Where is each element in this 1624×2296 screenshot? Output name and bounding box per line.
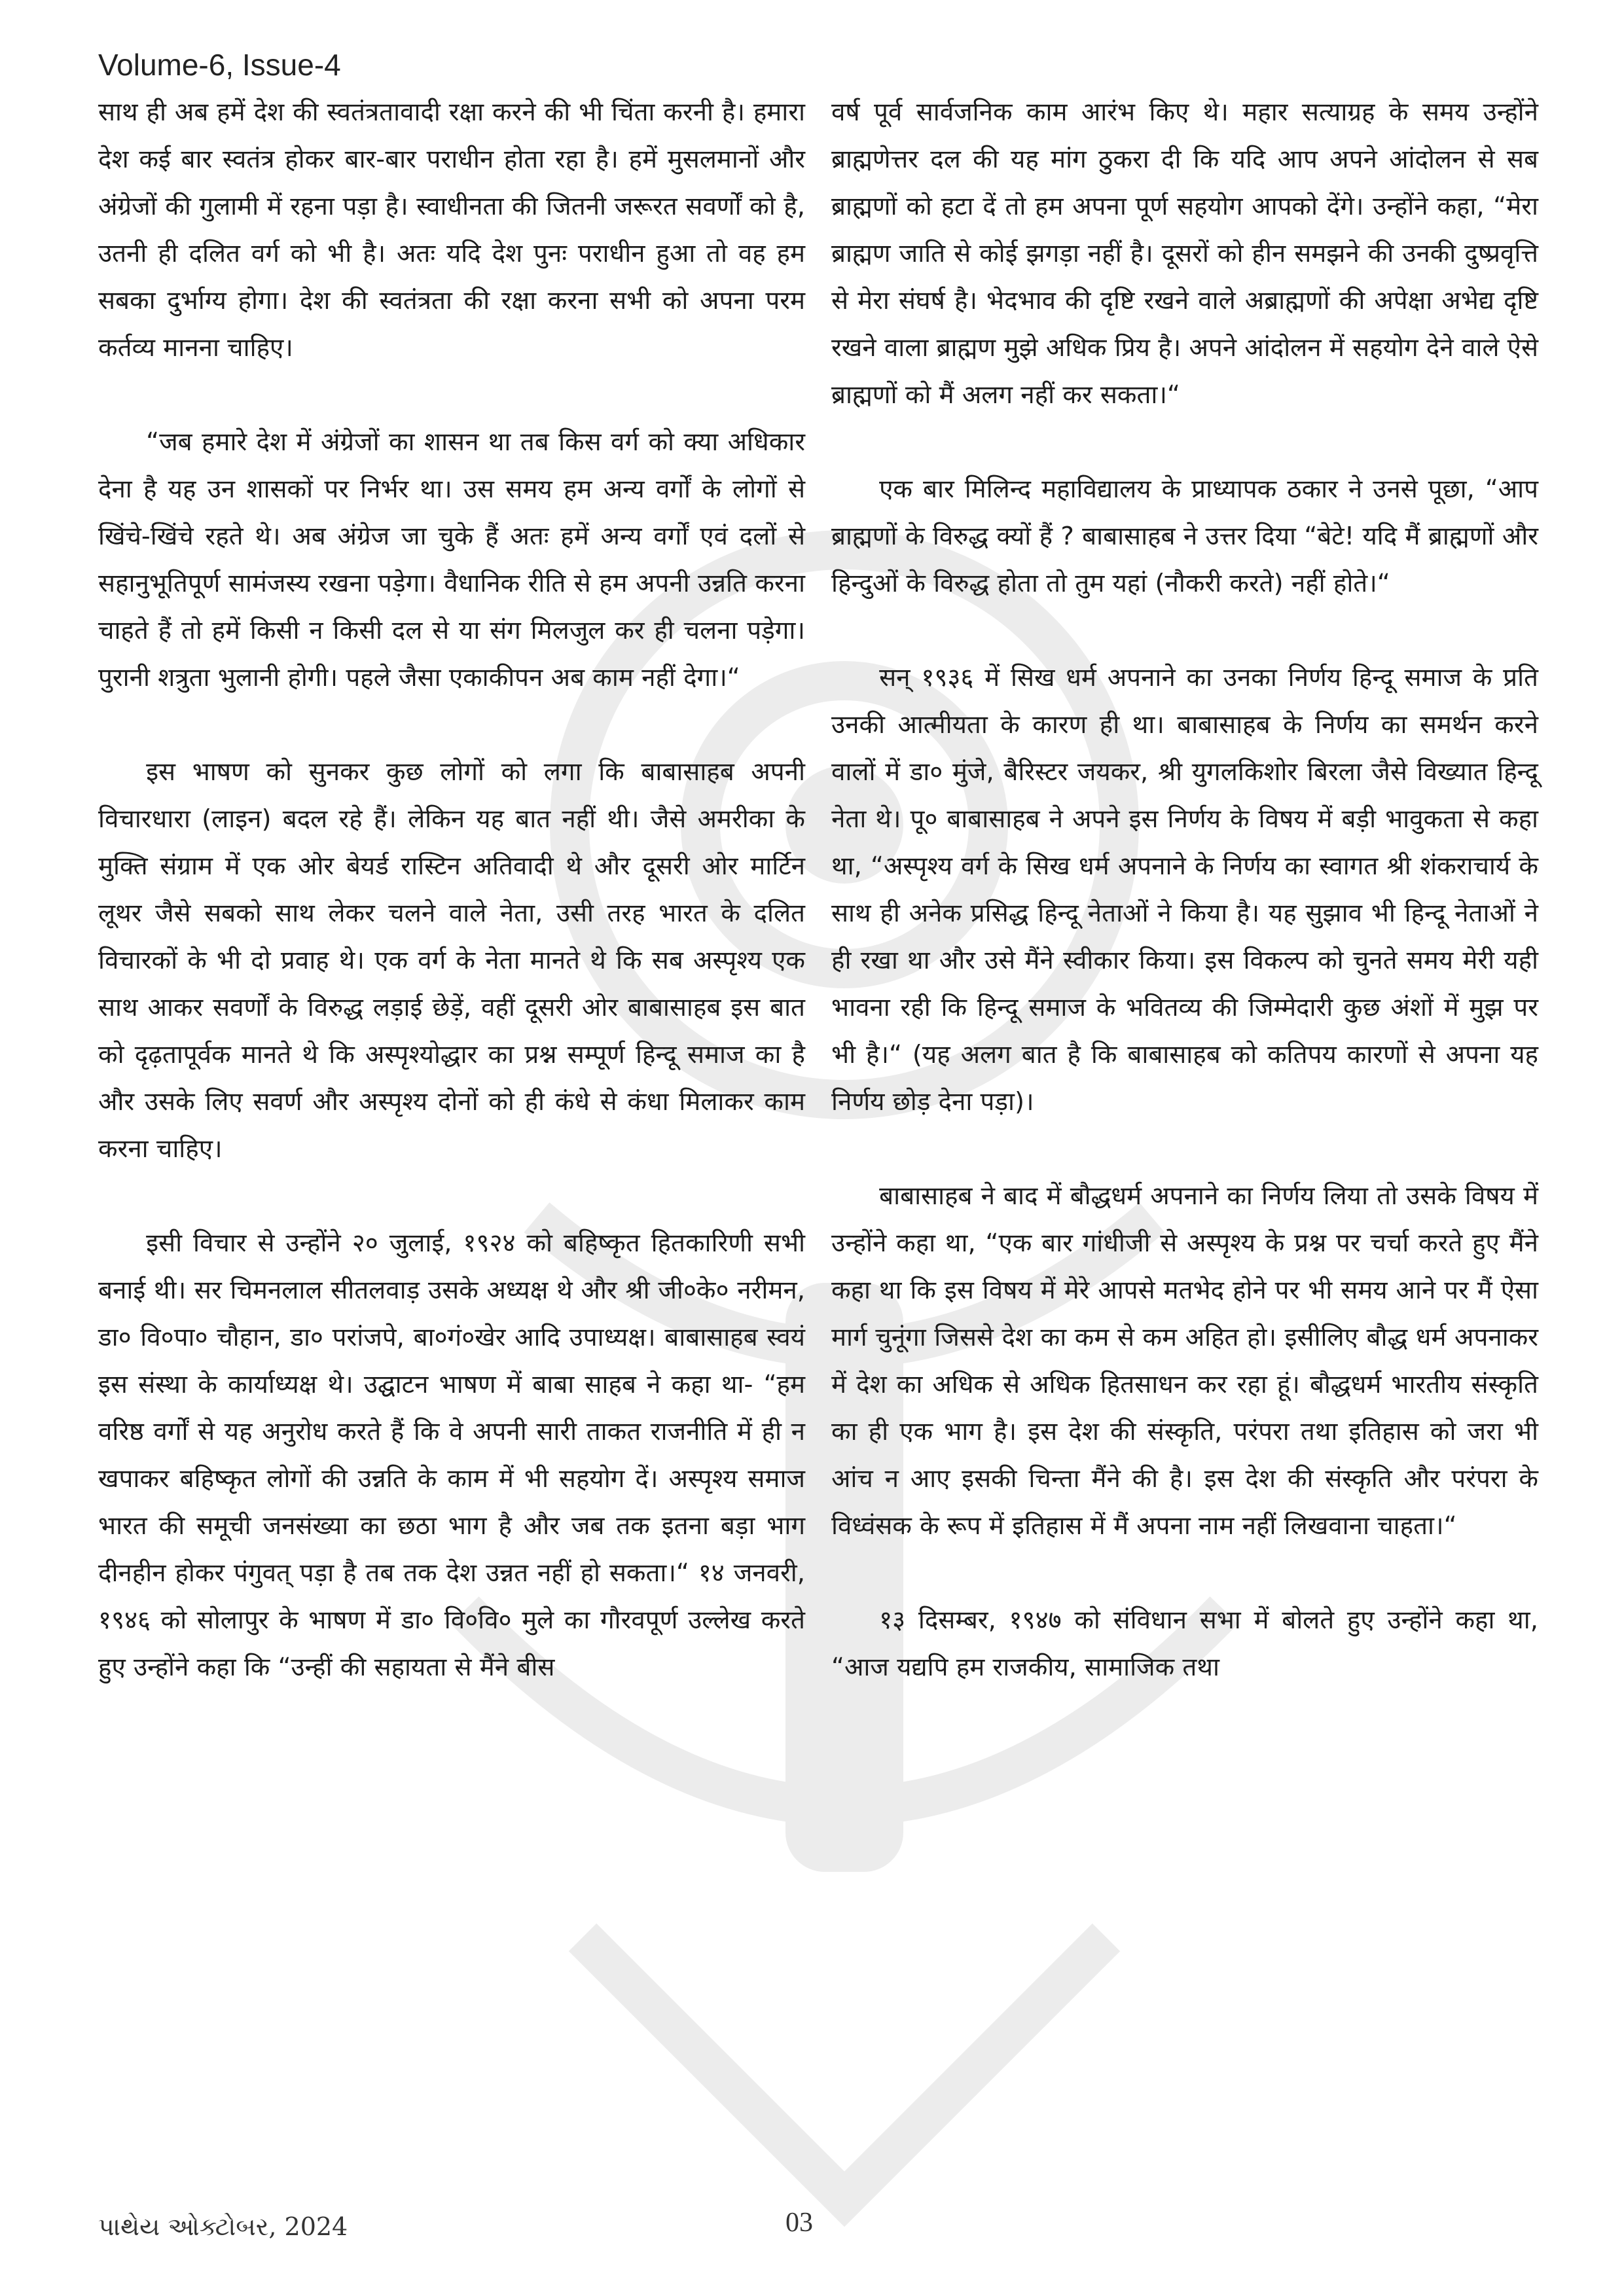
paragraph: इस भाषण को सुनकर कुछ लोगों को लगा कि बाबासाहब अपनी विचारधारा (लाइन) बदल रहे हैं। लेकिन यह बात नहीं थी। जैसे अमरीका के मुक्ति संग्राम में एक ओर बेयर्ड रास्टिन अतिवादी थे और दूसरी ओर मार्टिन लूथर जैसे सबको साथ लेकर चलने वाले नेता, उसी तरह भारत के दलित विचारकों के भी दो प्रवाह थे। एक वर्ग के नेता मानते थे कि सब अस्पृश्य एक साथ आकर सवर्णों के विरुद्ध लड़ाई छेड़ें, वहीं दूसरी ओर बाबासाहब इस बात को दृढ़तापूर्वक मानते थे कि अस्पृश्योद्धार का प्रश्न सम्पूर्ण हिन्दू समाज का है और उसके लिए सवर्ण और अस्पृश्य दोनों को ही कंधे से कंधा मिलाकर काम करना चाहिए। [98,757,805,1164]
paragraph: “जब हमारे देश में अंग्रेजों का शासन था तब किस वर्ग को क्या अधिकार देना है यह उन शासकों पर निर्भर था। उस समय हम अन्य वर्गों के लोगों से खिंचे-खिंचे रहते थे। अब अंग्रेज जा चुके हैं अतः हमें अन्य वर्गों एवं दलों से सहानुभूतिपूर्ण सामंजस्य रखना पड़ेगा। वैधानिक रीति से हम अपनी उन्नति करना चाहते हैं तो हमें किसी न किसी दल से या संग मिलजुल कर ही चलना पड़ेगा। पुरानी शत्रुता भुलानी होगी। पहले जैसा एकाकीपन अब काम नहीं देगा।“ [98,427,805,692]
paragraph: सन् १९३६ में सिख धर्म अपनाने का उनका निर्णय हिन्दू समाज के प्रति उनकी आत्मीयता के कारण ही था। बाबासाहब के निर्णय का समर्थन करने वालों में डा० मुंजे, बैरिस्टर जयकर, श्री युगलकिशोर बिरला जैसे विख्यात हिन्दू नेता थे। पू० बाबासाहब ने अपने इस निर्णय के विषय में बड़ी भावुकता से कहा था, “अस्पृश्य वर्ग के सिख धर्म अपनाने के निर्णय का स्वागत श्री शंकराचार्य के साथ ही अनेक प्रसिद्ध हिन्दू नेताओं ने किया है। यह सुझाव भी हिन्दू नेताओं ने ही रखा था और उसे मैंने स्वीकार किया। इस विकल्प को चुनते समय मेरी यही भावना रही कि हिन्दू समाज के भवितव्य की जिम्मेदारी कुछ अंशों में मुझ पर भी है।“ (यह अलग बात है कि बाबासाहब को कतिपय कारणों से अपना यह निर्णय छोड़ देना पड़ा)। [831,663,1538,1117]
volume-issue-label: Volume-6, Issue-4 [98,48,341,82]
paragraph: साथ ही अब हमें देश की स्वतंत्रतावादी रक्षा करने की भी चिंता करनी है। हमारा देश कई बार स्वतंत्र होकर बार-बार पराधीन होता रहा है। हमें मुसलमानों और अंग्रेजों की गुलामी में रहना पड़ा है। स्वाधीनता की जितनी जरूरत सवर्णों को है, उतनी ही दलित वर्ग को भी है। अतः यदि देश पुनः पराधीन हुआ तो वह हम सबका दुर्भाग्य होगा। देश की स्वतंत्रता की रक्षा करना सभी को अपना परम कर्तव्य मानना चाहिए। [98,98,805,363]
right-text-column [831,89,1538,1738]
paragraph: १३ दिसम्बर, १९४७ को संविधान सभा में बोलते हुए उन्होंने कहा था, “आज यद्यपि हम राजकीय, सामाजिक तथा [831,1605,1538,1682]
paragraph: वर्ष पूर्व सार्वजनिक काम आरंभ किए थे। महार सत्याग्रह के समय उन्होंने ब्राह्मणेत्तर दल की यह मांग ठुकरा दी कि यदि आप अपने आंदोलन से सब ब्राह्मणों को हटा दें तो हम अपना पूर्ण सहयोग आपको देंगे। उन्होंने कहा, “मेरा ब्राह्मण जाति से कोई झगड़ा नहीं है। दूसरों को हीन समझने की उनकी दुष्प्रवृत्ति से मेरा संघर्ष है। भेदभाव की दृष्टि रखने वाले अब्राह्मणों की अपेक्षा अभेद्य दृष्टि रखने वाला ब्राह्मण मुझे अधिक प्रिय है। अपने आंदोलन में सहयोग देने वाले ऐसे ब्राह्मणों को मैं अलग नहीं कर सकता।“ [831,98,1538,410]
left-text-column [98,89,805,1738]
paragraph: बाबासाहब ने बाद में बौद्धधर्म अपनाने का निर्णय लिया तो उसके विषय में उन्होंने कहा था, “एक बार गांधीजी से अस्पृश्य के प्रश्न पर चर्चा करते हुए मैंने कहा था कि इस विषय में मेरे आपसे मतभेद होने पर भी समय आने पर मैं ऐसा मार्ग चुनूंगा जिससे देश का कम से कम अहित हो। इसीलिए बौद्ध धर्म अपनाकर में देश का अधिक से अधिक हितसाधन कर रहा हूं। बौद्धधर्म भारतीय संस्कृति का ही एक भाग है। इस देश की संस्कृति, परंपरा तथा इतिहास को जरा भी आंच न आए इसकी चिन्ता मैंने की है। इस देश की संस्कृति और परंपरा के विध्वंसक के रूप में इतिहास में मैं अपना नाम नहीं लिखवाना चाहता।“ [831,1181,1538,1541]
paragraph: इसी विचार से उन्होंने २० जुलाई, १९२४ को बहिष्कृत हितकारिणी सभी बनाई थी। सर चिमनलाल सीतलवाड़ उसके अध्यक्ष थे और श्री जी०के० नरीमन, डा० वि०पा० चौहान, डा० परांजपे, बा०गं०खेर आदि उपाध्यक्ष। बाबासाहब स्वयं इस संस्था के कार्याध्यक्ष थे। उद्घाटन भाषण में बाबा साहब ने कहा था- “हम वरिष्ठ वर्गों से यह अनुरोध करते हैं कि वे अपनी सारी ताकत राजनीति में ही न खपाकर बहिष्कृत लोगों की उन्नति के काम में भी सहयोग दें। अस्पृश्य समाज भारत की समूची जनसंख्या का छठा भाग है और जब तक इतना बड़ा भाग दीनहीन होकर पंगुवत् पड़ा है तब तक देश उन्नत नहीं हो सकता।“ १४ जनवरी, १९४६ को सोलापुर के भाषण में डा० वि०वि० मुले का गौरवपूर्ण उल्लेख करते हुए उन्होंने कहा कि “उन्हीं की सहायता से मैंने बीस [98,1229,805,1682]
page-number: 03 [785,2208,813,2238]
paragraph: एक बार मिलिन्द महाविद्यालय के प्राध्यापक ठकार ने उनसे पूछा, “आप ब्राह्मणों के विरुद्ध क्यों हैं ? बाबासाहब ने उत्तर दिया “बेटे! यदि मैं ब्राह्मणों और हिन्दुओं के विरुद्ध होता तो तुम यहां (नौकरी करते) नहीं होते।“ [831,475,1538,598]
publication-footer: પાથેય ઓક્ટોબર, 2024 [98,2212,348,2241]
